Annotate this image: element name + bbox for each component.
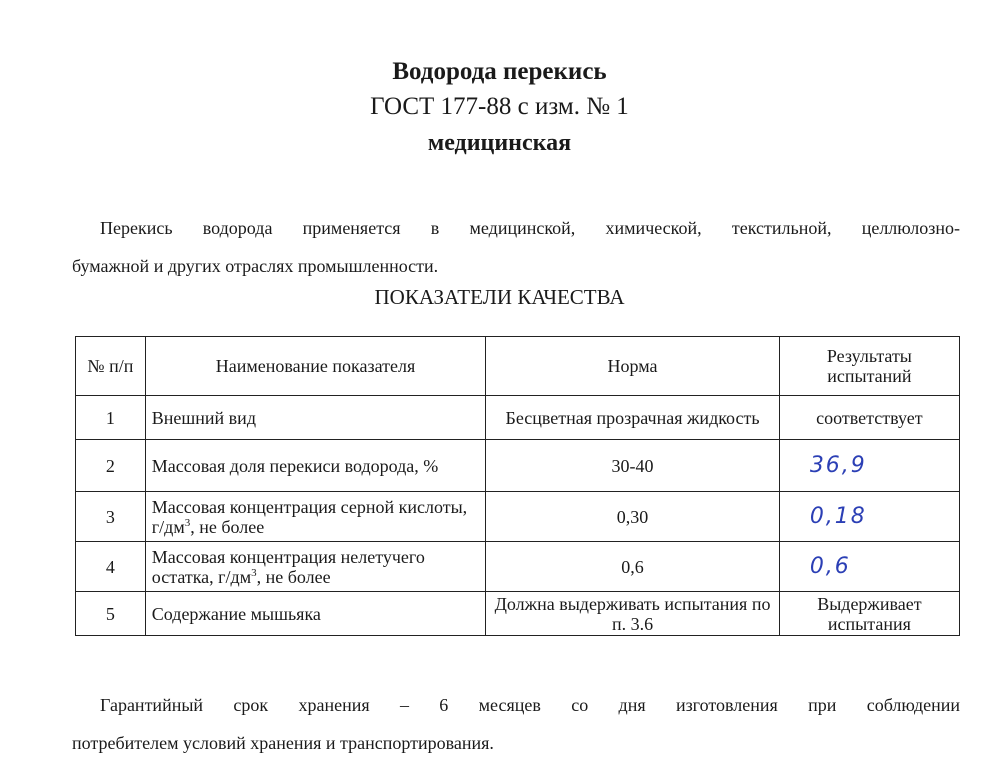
header-num: № п/п [76,337,146,396]
row-name: Массовая концентрация серной кислоты, $г/дм^3$, не более [145,492,485,542]
document-title: Водорода перекись [392,58,607,85]
row-norm: Должна выдерживать испытания по п. 3.6 [486,592,780,636]
row-norm: 0,6 [486,542,780,592]
table-row [76,396,960,440]
table-row [76,492,960,542]
row-num: 4 [76,542,146,592]
row-result: соответствует [779,396,959,440]
row-result-handwritten: 0,18 [779,492,959,542]
header-result: Результаты испытаний [779,337,959,396]
standard-reference: ГОСТ 177-88 с изм. № 1 [370,93,629,120]
table-row [76,440,960,492]
row-num: 1 [76,396,146,440]
table-header-row [76,337,960,396]
intro-line-1: Перекись водорода применяется в медицинской, химической, текстильной, целлюлозно- [100,218,960,238]
header-norm: Норма [486,337,780,396]
row-norm: 30-40 [486,440,780,492]
row-num: 2 [76,440,146,492]
product-grade: медицинская [427,130,572,156]
row-name: Массовая концентрация нелетучего остатка, $г/дм^3$, не более [145,542,485,592]
footer-line-1: Гарантийный срок хранения – 6 месяцев со дня изготовления при соблюдении [100,695,960,715]
row-result: Выдерживает испытания [779,592,959,636]
row-name: Содержание мышьяка [145,592,485,636]
row-num: 5 [76,592,146,636]
row-result-handwritten: 36,9 [779,440,959,492]
section-title: ПОКАЗАТЕЛИ КАЧЕСТВА [374,285,625,309]
header-name: Наименование показателя [145,337,485,396]
row-name: Внешний вид [145,396,485,440]
footer-line-2: потребителем условий хранения и транспортирования. [72,733,494,753]
row-num: 3 [76,492,146,542]
quality-table [75,336,960,636]
row-name: Массовая доля перекиси водорода, % [145,440,485,492]
table-row [76,542,960,592]
row-norm: Бесцветная прозрачная жидкость [486,396,780,440]
row-norm: 0,30 [486,492,780,542]
table-row [76,592,960,636]
intro-line-2: бумажной и других отраслях промышленности. [72,256,439,276]
row-result-handwritten: 0,6 [779,542,959,592]
